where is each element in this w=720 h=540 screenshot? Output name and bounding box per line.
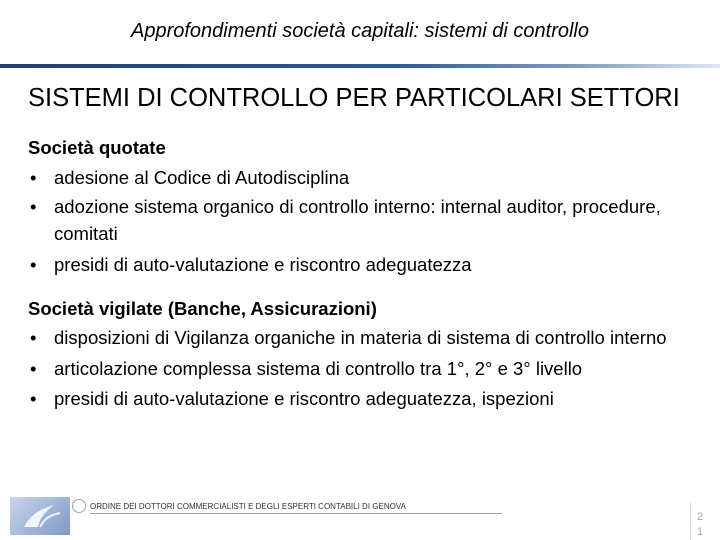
bullet-text: adozione sistema organico di controllo interno: internal auditor, procedure, comitati — [54, 196, 661, 244]
page-number-digit: 2 — [696, 511, 704, 523]
bullet-text: articolazione complessa sistema di controllo tra 1°, 2° e 3° livello — [54, 358, 583, 379]
bullet-icon: • — [30, 327, 37, 348]
list-item — [28, 250, 692, 280]
bullet-list-vigilate — [28, 324, 692, 414]
bullet-icon: • — [30, 358, 37, 379]
header-title: Approfondimenti società capitali: sistemi di controllo — [131, 20, 589, 42]
bullet-icon: • — [30, 254, 37, 275]
bullet-list-quotate — [28, 163, 692, 280]
bullet-icon: • — [30, 196, 37, 217]
slide-body — [28, 133, 692, 414]
list-item — [28, 324, 692, 351]
logo-figure-icon — [10, 497, 70, 535]
list-item — [28, 384, 692, 414]
page-number — [693, 510, 707, 540]
slide-title: SISTEMI DI CONTROLLO PER PARTICOLARI SETTORI — [28, 84, 680, 112]
list-item — [28, 193, 692, 247]
list-item — [28, 354, 692, 384]
list-item — [28, 163, 692, 193]
bullet-icon: • — [30, 167, 37, 188]
seal-icon — [72, 499, 86, 513]
section-heading-vigilate: Società vigilate (Banche, Assicurazioni) — [28, 298, 377, 319]
section-heading-quotate: Società quotate — [28, 137, 166, 158]
page-number-divider — [690, 503, 691, 540]
section-gap — [28, 280, 692, 294]
footer-divider — [90, 513, 502, 514]
bullet-text: disposizioni di Vigilanza organiche in materia di sistema di controllo interno — [54, 327, 667, 348]
footer-organization: ORDINE DEI DOTTORI COMMERCIALISTI E DEGLI ESPERTI CONTABILI DI GENOVA — [90, 502, 406, 511]
bullet-text: presidi di auto-valutazione e riscontro adeguatezza — [54, 254, 472, 275]
bullet-text: adesione al Codice di Autodisciplina — [54, 167, 350, 188]
page-number-digit: 1 — [696, 526, 704, 538]
bullet-text: presidi di auto-valutazione e riscontro adeguatezza, ispezioni — [54, 388, 554, 409]
organization-logo-icon — [10, 497, 70, 535]
bullet-icon: • — [30, 388, 37, 409]
header-divider — [0, 64, 720, 68]
